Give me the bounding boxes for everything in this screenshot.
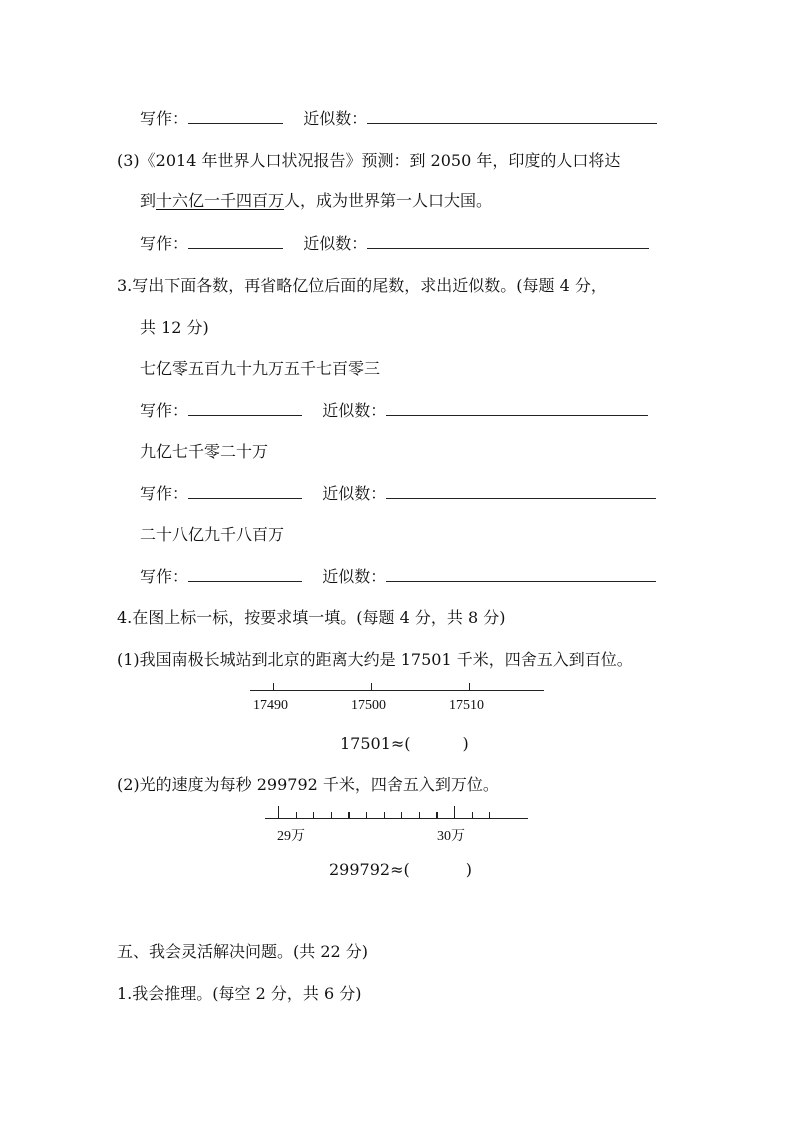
approx-blank[interactable]	[386, 484, 656, 499]
answer-row-2-3	[140, 233, 649, 255]
write-label: 写作：	[140, 109, 189, 128]
approx-label: 近似数：	[322, 401, 387, 420]
answer-4-1: 17501≈( )	[340, 734, 469, 753]
write-label: 写作：	[140, 234, 189, 253]
section-5-question-1: 1.我会推理。(每空 2 分，共 6 分)	[117, 984, 362, 1003]
answer-row-1	[140, 108, 657, 130]
question-3-title-line1: 3.写出下面各数，再省略亿位后面的尾数，求出近似数。(每题 4 分，	[117, 276, 607, 295]
minor-tick	[401, 812, 402, 819]
number-word-3: 二十八亿九千八百万	[140, 525, 285, 544]
answer-row-3-2	[140, 483, 656, 505]
tick-label-29wan: 29万	[277, 829, 305, 844]
answer-4-2: 299792≈( )	[329, 860, 472, 879]
underlined-number: 十六亿一千四百万	[156, 191, 285, 210]
minor-tick	[348, 812, 349, 819]
approx-blank[interactable]	[367, 234, 649, 249]
number-word-2: 九亿七千零二十万	[140, 442, 269, 461]
approx-label: 近似数：	[303, 109, 368, 128]
approx-blank[interactable]	[386, 401, 648, 416]
approx-blank[interactable]	[386, 567, 656, 582]
answer-row-3-1	[140, 400, 648, 422]
tick-label-17490: 17490	[253, 698, 288, 713]
tick-label-17510: 17510	[449, 698, 484, 713]
write-blank[interactable]	[188, 109, 283, 124]
write-blank[interactable]	[188, 234, 283, 249]
question-2-3-line1: (3)《2014 年世界人口状况报告》预测：到 2050 年，印度的人口将达	[117, 151, 621, 170]
write-label: 写作：	[140, 401, 189, 420]
minor-tick	[296, 812, 297, 819]
write-blank[interactable]	[188, 484, 302, 499]
question-2-3-line2: 到十六亿一千四百万人，成为世界第一人口大国。	[140, 191, 493, 210]
minor-tick	[313, 812, 314, 819]
minor-tick	[436, 812, 437, 819]
minor-tick	[331, 812, 332, 819]
number-line-1-tick	[469, 683, 470, 691]
tick-label-30wan: 30万	[437, 829, 465, 844]
tick-label-17500: 17500	[351, 698, 386, 713]
write-label: 写作：	[140, 567, 189, 586]
number-line-1-tick	[273, 683, 274, 691]
major-tick	[454, 806, 455, 819]
minor-tick	[472, 812, 473, 819]
number-word-1: 七亿零五百九十九万五千七百零三	[140, 359, 381, 378]
minor-tick	[419, 812, 420, 819]
minor-tick	[384, 812, 385, 819]
section-5-title: 五、我会灵活解决问题。(共 22 分)	[117, 942, 369, 961]
major-tick	[278, 806, 279, 819]
approx-label: 近似数：	[322, 484, 387, 503]
question-4-title: 4.在图上标一标，按要求填一填。(每题 4 分，共 8 分)	[117, 608, 506, 627]
approx-label: 近似数：	[322, 567, 387, 586]
number-line-1-axis	[250, 690, 544, 691]
answer-row-3-3	[140, 566, 656, 588]
question-3-title-line2: 共 12 分)	[140, 318, 209, 337]
minor-tick	[489, 812, 490, 819]
minor-tick	[366, 812, 367, 819]
approx-label: 近似数：	[303, 234, 368, 253]
write-label: 写作：	[140, 484, 189, 503]
write-blank[interactable]	[188, 401, 302, 416]
question-4-2-text: (2)光的速度为每秒 299792 千米，四舍五入到万位。	[117, 775, 499, 794]
question-4-1-text: (1)我国南极长城站到北京的距离大约是 17501 千米，四舍五入到百位。	[117, 650, 633, 669]
number-line-1-tick	[371, 683, 372, 691]
approx-blank[interactable]	[367, 109, 657, 124]
write-blank[interactable]	[188, 567, 302, 582]
